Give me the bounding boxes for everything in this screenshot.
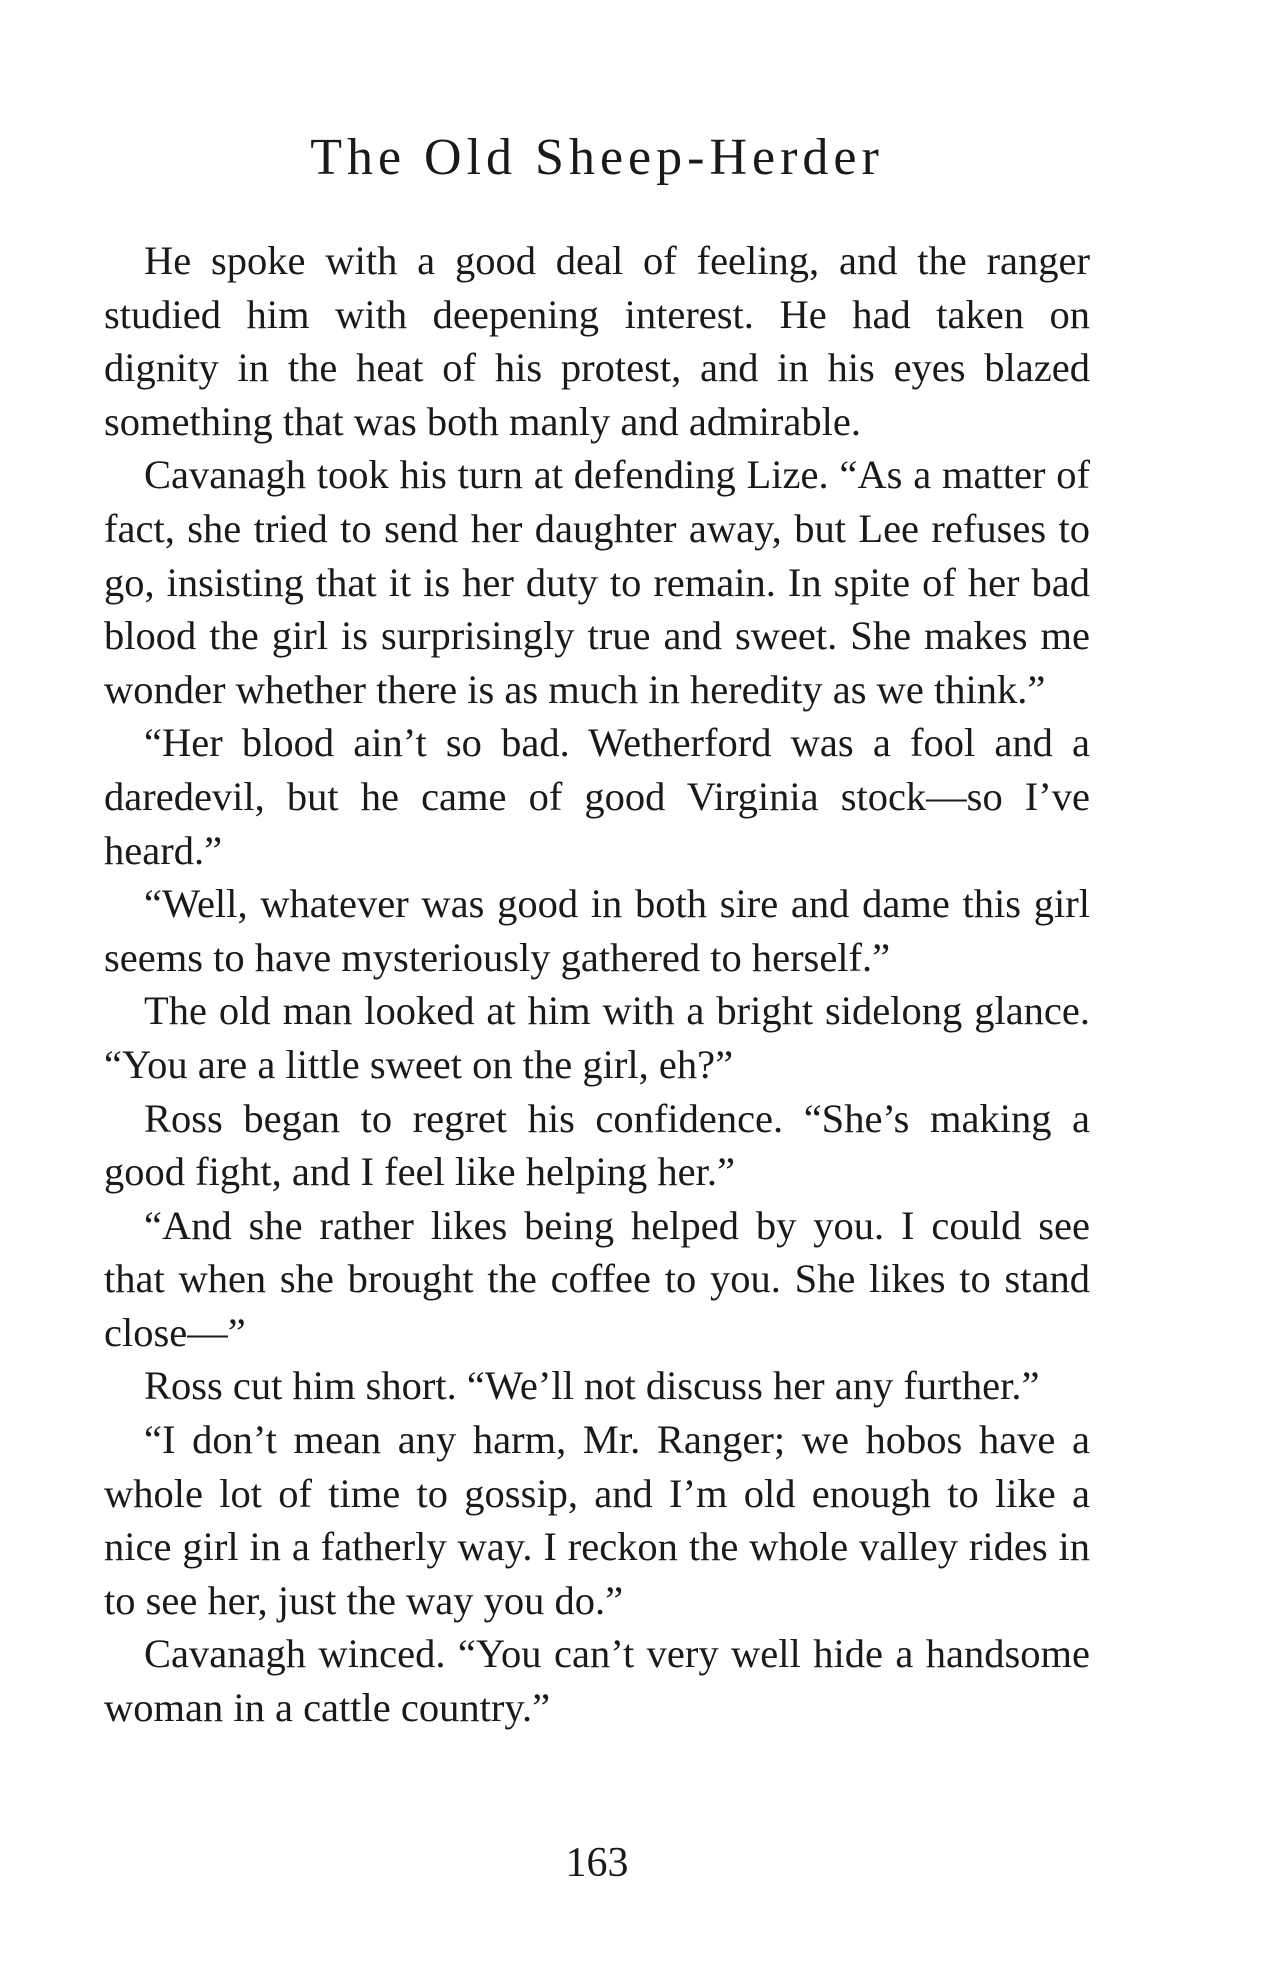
paragraph: Ross cut him short. “We’ll not discuss her any further.”	[144, 1363, 1040, 1409]
paragraph: Ross began to regret his confidence. “She’s making a good fight, and I feel like helping her.”	[104, 1095, 1090, 1195]
paragraph: The old man looked at him with a bright sidelong glance. “You are a little sweet on the girl, eh?”	[104, 988, 1090, 1087]
paragraph: “Her blood ain’t so bad. Wetherford was a fool and a daredevil, but he came of good Virginia stock—so I’ve heard.”	[104, 720, 1090, 873]
running-title: The Old Sheep-Herder	[310, 129, 884, 186]
paragraph: Cavanagh took his turn at defending Lize. “As a matter of fact, she tried to send her daughter away, but Lee refuses to go, insisting that it is her duty to remain. In spite of her bad blood the girl is surprisingly true and sweet. She makes me wonder whether there is as much in heredity as we think.”	[104, 452, 1090, 712]
paragraph: “And she rather likes being helped by you. I could see that when she brought the coffee to you. She likes to stand close—”	[104, 1202, 1090, 1355]
book-page	[104, 0, 1090, 1988]
body-text	[104, 234, 1090, 1735]
paragraph: He spoke with a good deal of feeling, and the ranger studied him with deepening interest. He had taken on dignity in the heat of his protest, and in his eyes blazed something that was both manly and admirable.	[104, 238, 1090, 444]
paragraph: Cavanagh winced. “You can’t very well hide a handsome woman in a cattle country.”	[104, 1631, 1090, 1731]
paragraph: “I don’t mean any harm, Mr. Ranger; we hobos have a whole lot of time to gossip, and I’m old enough to like a nice girl in a fatherly way. I reckon the whole valley rides in to see her, just the way you do.”	[104, 1417, 1090, 1623]
page-number: 163	[565, 1840, 629, 1886]
paragraph: “Well, whatever was good in both sire and dame this girl seems to have mysteriously gathered to herself.”	[104, 881, 1090, 980]
